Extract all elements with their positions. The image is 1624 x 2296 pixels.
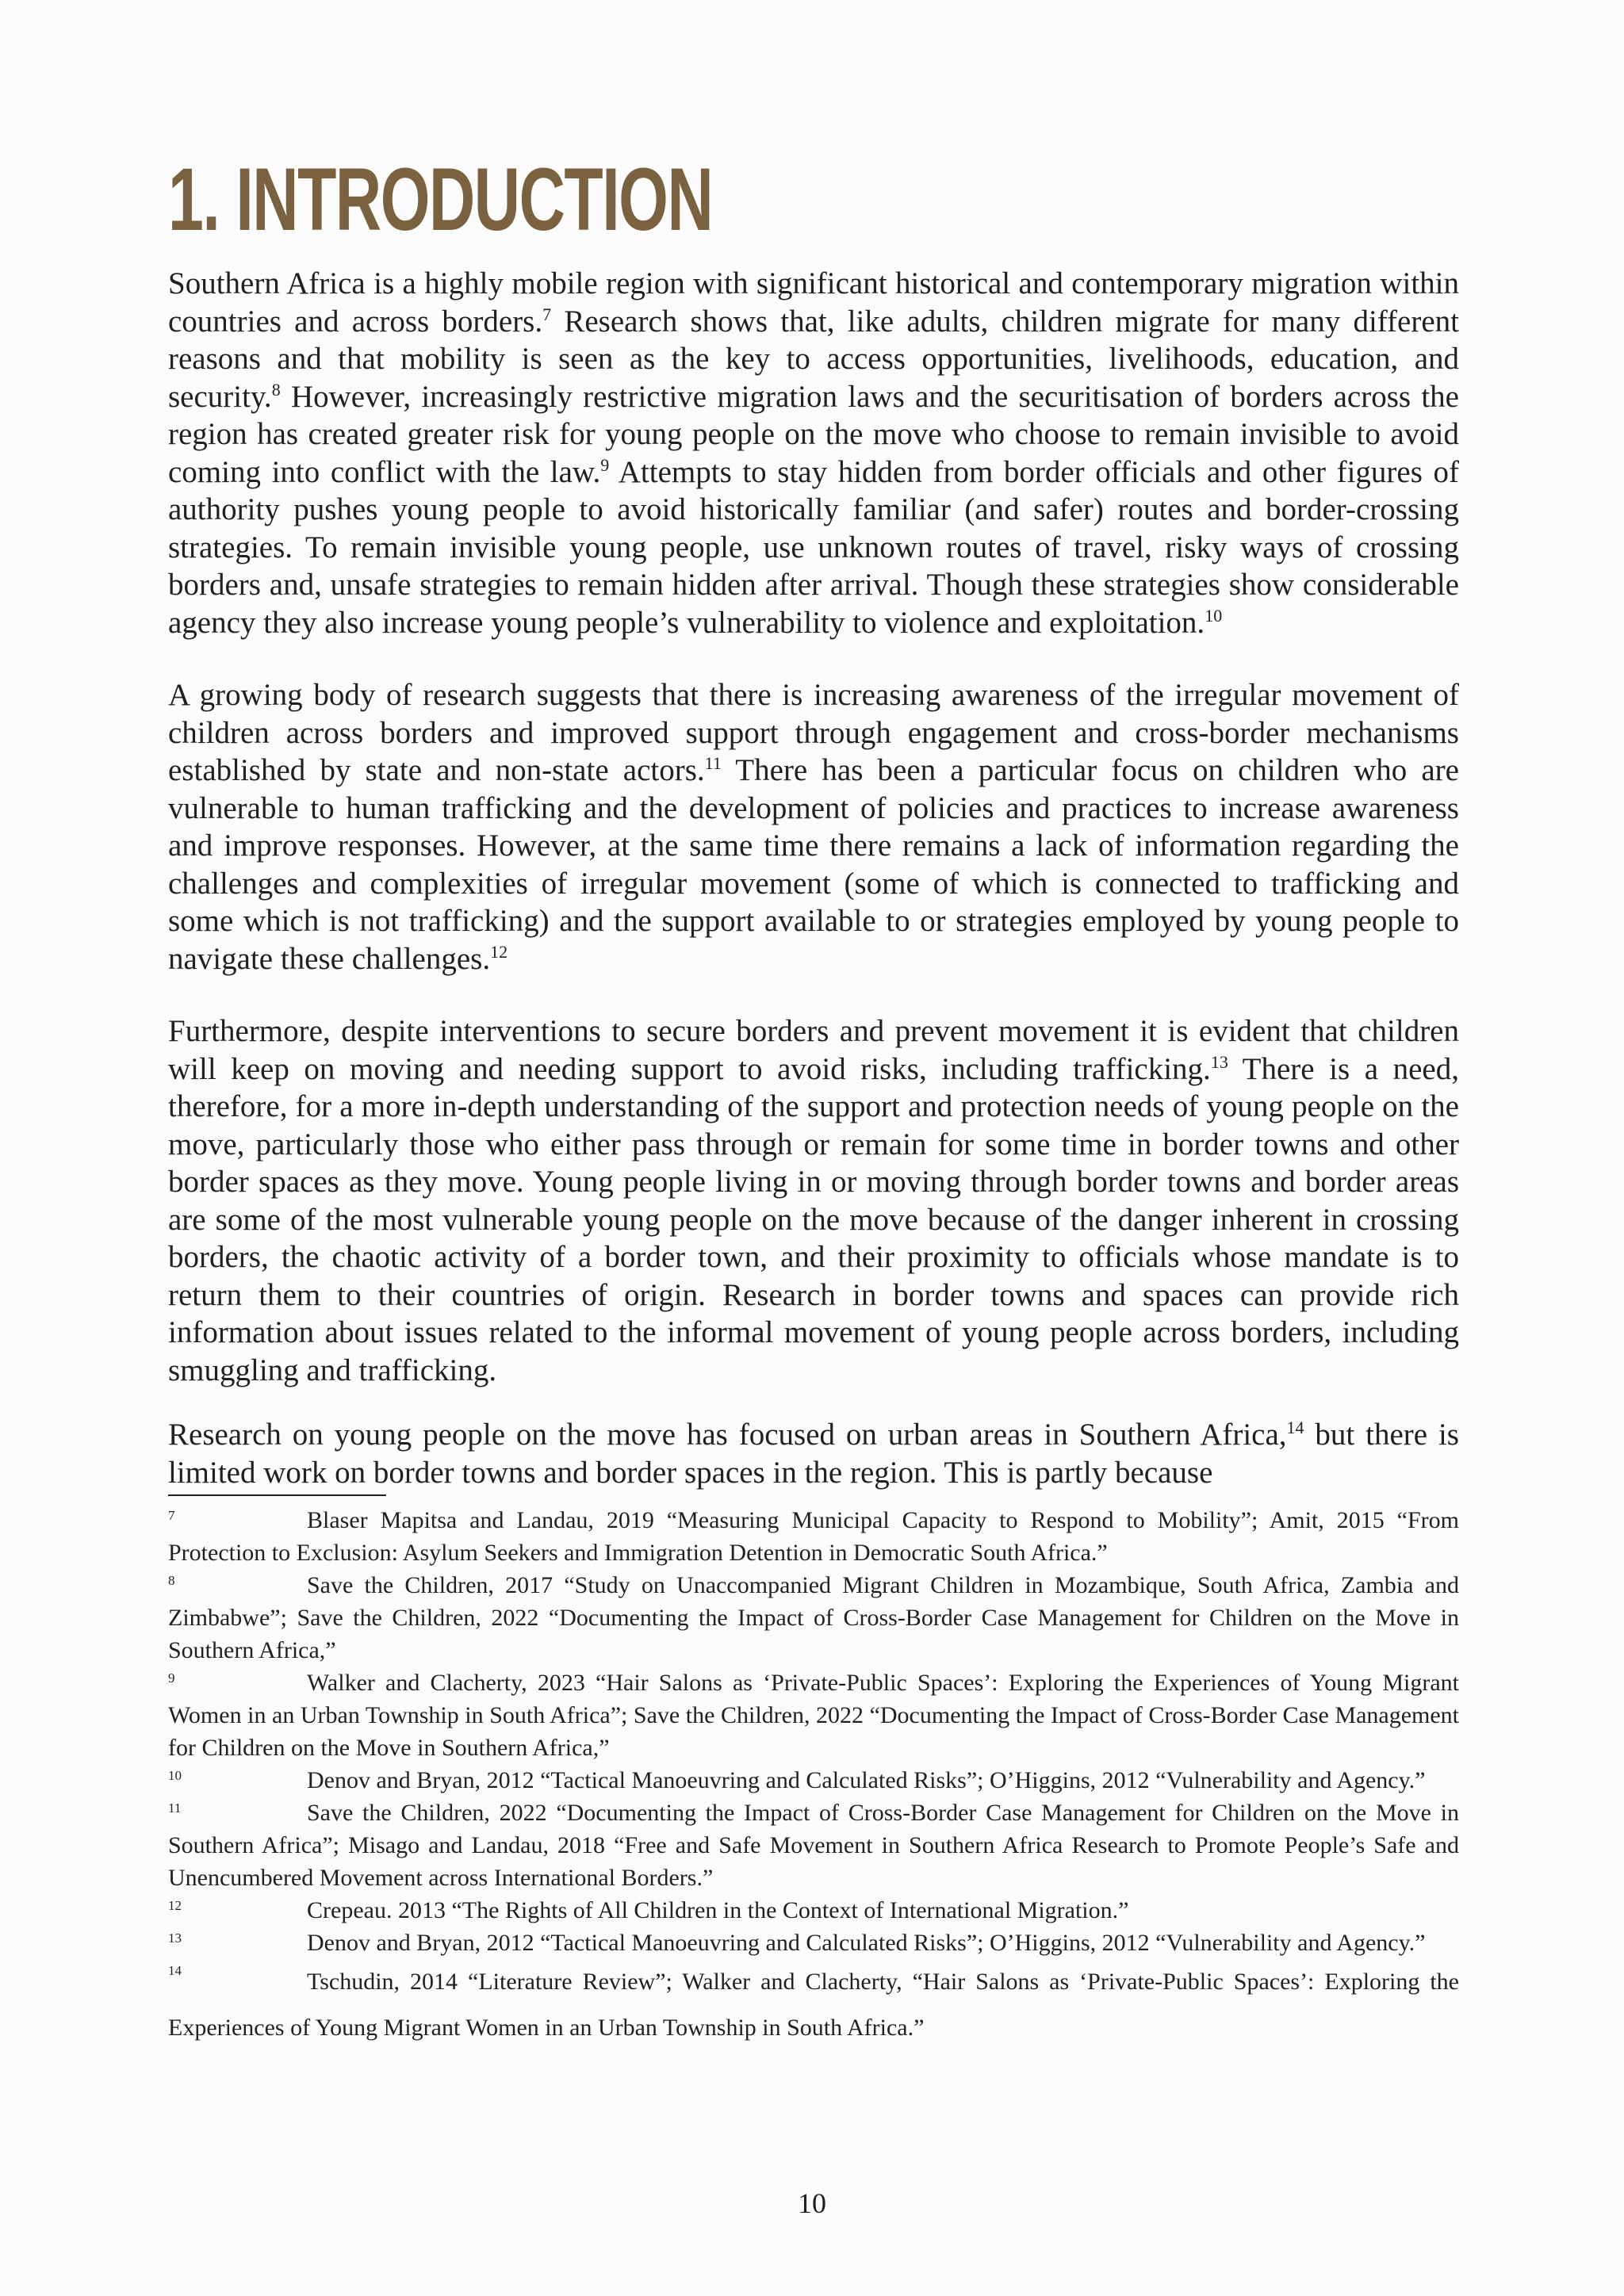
footnote-number: 12 <box>168 1898 182 1913</box>
body-paragraph <box>168 1012 1459 1389</box>
footnote-number: 10 <box>168 1768 182 1783</box>
footnote-text: Denov and Bryan, 2012 “Tactical Manoeuvring and Calculated Risks”; O’Higgins, 2012 “Vulnerability and Agency.” <box>307 1767 1426 1793</box>
footnote-reference[interactable]: 11 <box>704 753 722 773</box>
paragraph-text: Research on young people on the move has focused on urban areas in Southern Africa, <box>168 1418 1287 1452</box>
footnote-number: 8 <box>168 1573 175 1588</box>
paragraph-text: Research shows that, like adults, children migrate for many different reasons and that mobility is seen as the key to access opportunities, livelihoods, education, and security. <box>168 304 1459 414</box>
footnote <box>168 1504 1459 1569</box>
body-paragraph <box>168 265 1459 641</box>
paragraph-text: Southern Africa is a highly mobile region with significant historical and contemporary migration within countries and across borders. <box>168 266 1459 339</box>
section-heading: 1. INTRODUCTION <box>168 150 713 249</box>
footnote-reference[interactable]: 14 <box>1286 1418 1304 1437</box>
body-paragraph <box>168 676 1459 978</box>
footnote <box>168 1764 1459 1797</box>
footnote-number: 11 <box>168 1800 182 1816</box>
footnote <box>168 1927 1459 1959</box>
footnote-reference[interactable]: 8 <box>271 379 281 400</box>
footnote <box>168 1569 1459 1667</box>
page-content <box>168 150 1459 2051</box>
footnote-reference[interactable]: 9 <box>600 454 610 475</box>
body-text <box>168 265 1459 1491</box>
body-paragraph <box>168 1416 1459 1491</box>
footnote-text: Blaser Mapitsa and Landau, 2019 “Measuring Municipal Capacity to Respond to Mobility”; Amit, 2015 “From Protection to Exclusion: Asylum Seekers and Immigration Detention in Democratic South Africa.” <box>168 1507 1459 1566</box>
footnote-number: 7 <box>168 1508 175 1523</box>
paragraph-text: There is a need, therefore, for a more in-depth understanding of the support and protection needs of young people on the move, particularly those who either pass through or remain for some time in border towns and other border spaces as they move. Young people living in or moving through border towns and border areas are some of the most vulnerable young people on the move because of the danger inherent in crossing borders, the chaotic activity of a border town, and their proximity to officials whose mandate is to return them to their countries of origin. Research in border towns and spaces can provide rich information about issues related to the informal movement of young people across borders, including smuggling and trafficking. <box>168 1051 1459 1387</box>
footnote <box>168 1894 1459 1927</box>
footnote <box>168 1667 1459 1764</box>
paragraph-text: Attempts to stay hidden from border officials and other figures of authority pushes young people to avoid historically familiar (and safer) routes and border-crossing strategies. To remain invisible young people, use unknown routes of travel, risky ways of crossing borders and, unsafe strategies to remain hidden after arrival. Though these strategies show considerable agency they also increase young people’s vulnerability to violence and exploitation. <box>168 454 1459 640</box>
footnote-text: Denov and Bryan, 2012 “Tactical Manoeuvring and Calculated Risks”; O’Higgins, 2012 “Vulnerability and Agency.” <box>307 1930 1426 1956</box>
paragraph-text: A growing body of research suggests that there is increasing awareness of the irregular movement of children across borders and improved support through engagement and cross-border mechanisms established by state and non-state actors. <box>168 678 1459 787</box>
footnote <box>168 1959 1459 2051</box>
footnote-text: Crepeau. 2013 “The Rights of All Children in the Context of International Migration.” <box>307 1897 1129 1923</box>
paragraph-text: Furthermore, despite interventions to secure borders and prevent movement it is evident that children will keep on moving and needing support to avoid risks, including trafficking. <box>168 1014 1459 1086</box>
footnotes <box>168 1504 1459 2051</box>
footnote-number: 13 <box>168 1931 182 1946</box>
footnote-text: Save the Children, 2022 “Documenting the Impact of Cross-Border Case Management for Children on the Move in Southern Africa”; Misago and Landau, 2018 “Free and Safe Movement in Southern Africa Research to Promote People’s Safe and Unencumbered Movement across International Borders.” <box>168 1800 1459 1891</box>
footnote-text: Save the Children, 2017 “Study on Unaccompanied Migrant Children in Mozambique, South Africa, Zambia and Zimbabwe”; Save the Children, 2022 “Documenting the Impact of Cross-Border Case Management for Children on the Move in Southern Africa,” <box>168 1572 1459 1663</box>
footnote-number: 9 <box>168 1670 175 1686</box>
footnote-text: Walker and Clacherty, 2023 “Hair Salons as ‘Private-Public Spaces’: Exploring the Experiences of Young Migrant Women in an Urban Township in South Africa”; Save the Children, 2022 “Documenting the Impact of Cross-Border Case Management for Children on the Move in Southern Africa,” <box>168 1670 1459 1761</box>
footnote <box>168 1797 1459 1894</box>
footnote-number: 14 <box>168 1963 182 1978</box>
footnote-text: Tschudin, 2014 “Literature Review”; Walker and Clacherty, “Hair Salons as ‘Private-Public Spaces’: Exploring the Experiences of Young Migrant Women in an Urban Township in South Africa.” <box>168 1969 1459 2041</box>
footnote-reference[interactable]: 10 <box>1205 605 1223 626</box>
footnote-reference[interactable]: 7 <box>542 304 552 324</box>
page-number: 10 <box>798 2187 826 2219</box>
paragraph-text: However, increasingly restrictive migration laws and the securitisation of borders across the region has created greater risk for young people on the move who choose to remain invisible to avoid coming into conflict with the law. <box>168 379 1459 489</box>
footnote-reference[interactable]: 13 <box>1210 1051 1228 1072</box>
paragraph-text: but there is limited work on border towns and border spaces in the region. This is partly because <box>168 1418 1459 1490</box>
footnote-divider <box>168 1494 386 1496</box>
footnote-reference[interactable]: 12 <box>490 941 508 962</box>
paragraph-text: There has been a particular focus on children who are vulnerable to human trafficking and the development of policies and practices to increase awareness and improve responses. However, at the same time there remains a lack of information regarding the challenges and complexities of irregular movement (some of which is connected to trafficking and some which is not trafficking) and the support available to or strategies employed by young people to navigate these challenges. <box>168 753 1459 976</box>
